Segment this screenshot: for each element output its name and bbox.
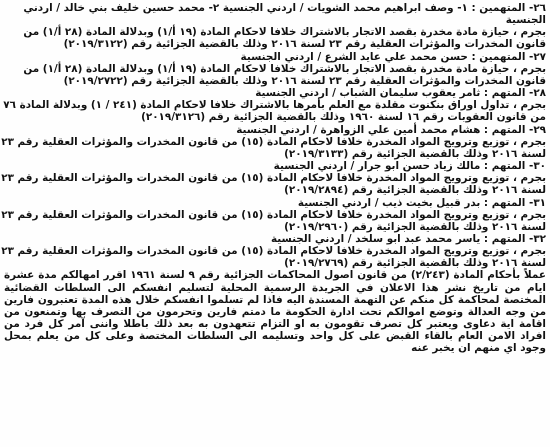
notice-line: قانون المخدرات والمؤثرات العقلية رقم ٢٣ لسنة ٢٠١٦ وذلك بالقضية الجزائية رقم (٢٠١٩/٢٧٢٢) bbox=[63, 74, 546, 87]
notice-line: ٢٧- المتهمين : حسن محمد علي عايد الشرع / اردني الجنسية bbox=[240, 50, 546, 63]
notice-line: ٣٠- المتهم : مالك زياد حسن ابو جرار / اردني الجنسية bbox=[273, 160, 546, 173]
closing-paragraph: عملاً بأحكام المادة (٢/٢٤٣) من قانون اصول المحاكمات الجزائية رقم ٩ لسنة ١٩٦١ اقرر امهالكم مدة عشرة ايام من تاريخ نشر هذا الاعلان في الجريدة الرسمية المحلية لتسليم انفسكم الى السلطات القضائية المختصة لمحاكمة كل منكم عن التهمة المسندة اليه فاذا لم تسلموا انفسكم خلال هذه المدة تعتبرون فارين من وجه العدالة وتوضع اموالكم تحت ادارة الحكومة ما دمتم فارين وتحرمون من التصرف بها وتمنعون من اقامة اية دعاوى ويعتبر كل تصرف تقومون به او التزام تتعهدون به بعد ذلك باطلا واننى آمر كل فرد من افراد الامن العام بالقاء القبض على كل واحد وتسليمه الى السلطات المختصة وعلى كل من يعلم بمحل وجود اي منهم ان يخبر عنه bbox=[4, 269, 546, 355]
notice-line: ٣٢- المتهم : ياسر محمد عبد ابو سلخد / اردني الجنسية bbox=[270, 232, 546, 245]
notice-line: ٢٦- المتهمين : ١- وصف ابراهيم محمد الشويات / اردني الجنسية ٢- محمد حسين خليف بني خالد / اردني bbox=[23, 2, 546, 14]
notice-line: بجرم ، توزيع وترويج المواد المخدرة خلافا لاحكام المادة (١٥) من قانون المخدرات والمؤثرات العقلية رقم ٢٣ bbox=[1, 135, 546, 148]
notice-line: بجرم ، توزيع وترويج المواد المخدرة خلافا لاحكام المادة (١٥) من قانون المخدرات والمؤثرات العقلية رقم ٢٣ bbox=[1, 208, 546, 221]
notice-line: بجرم ، حيازة مادة مخدرة بقصد الاتجار بالاشتراك خلافا لاحكام المادة (١٩ أ/١) وبدلالة المادة (٢٨ أ/١) من bbox=[23, 26, 546, 39]
notice-line: قانون المخدرات والمؤثرات العقلية رقم ٢٣ لسنة ٢٠١٦ وذلك بالقضية الجزائية رقم (٢٠١٩/٣١٢٢) bbox=[63, 38, 546, 51]
notice-line: بجرم ، توزيع وترويج المواد المخدرة خلافا لاحكام المادة (١٥) من قانون المخدرات والمؤثرات العقلية رقم ٢٣ bbox=[1, 245, 546, 258]
notice-line: بجرم ، حيازة مادة مخدرة بقصد الاتجار بالاشتراك خلافا لاحكام المادة (١٩ أ/١) وبدلالة المادة (٢٨ أ/١) من bbox=[23, 62, 546, 75]
notice-line: لسنة ٢٠١٦ وذلك بالقضية الجزائية رقم (٢٠١٩/٢٧٦٩) bbox=[284, 257, 546, 270]
notice-line: من قانون العقوبات رقم ١٦ لسنة ١٩٦٠ وذلك بالقضية الجزائية رقم (٢٠١٩/٣١٢٦) bbox=[141, 111, 546, 124]
notice-line: لسنة ٢٠١٦ وذلك بالقضية الجزائية رقم (٢٠١٩/٣١٣٣) bbox=[284, 147, 546, 160]
notice-line: ٢٨- المتهم : ثامر يعقوب سليمان الشباب / اردني الجنسية bbox=[255, 87, 546, 100]
notice-line: الجنسية bbox=[505, 14, 546, 27]
notice-line: بجرم ، توزيع وترويج المواد المخدرة خلافا لاحكام المادة (١٥) من قانون المخدرات والمؤثرات العقلية رقم ٢٣ bbox=[1, 172, 546, 185]
notice-line: لسنة ٢٠١٦ وذلك بالقضية الجزائية رقم (٢٠١٩/٢٨٩٤) bbox=[284, 184, 546, 197]
notice-line: ٣١- المتهم : بدر قبيل بخيت ذيب / اردني الجنسية bbox=[297, 196, 546, 209]
notice-line: لسنة ٢٠١٦ وذلك بالقضية الجزائية رقم (٢٠١٩/٢٩٦٠) bbox=[284, 220, 546, 233]
notice-line: بجرم ، تداول اوراق بنكنوت مقلدة مع العلم بأمرها بالاشتراك خلافا لاحكام المادة (٢٤١ / ١) وبدلالة المادة ٧٦ bbox=[3, 99, 546, 112]
notice-line: ٢٩- المتهم : هشام محمد أمين علي الزواهرة / اردني الجنسية bbox=[236, 123, 546, 136]
